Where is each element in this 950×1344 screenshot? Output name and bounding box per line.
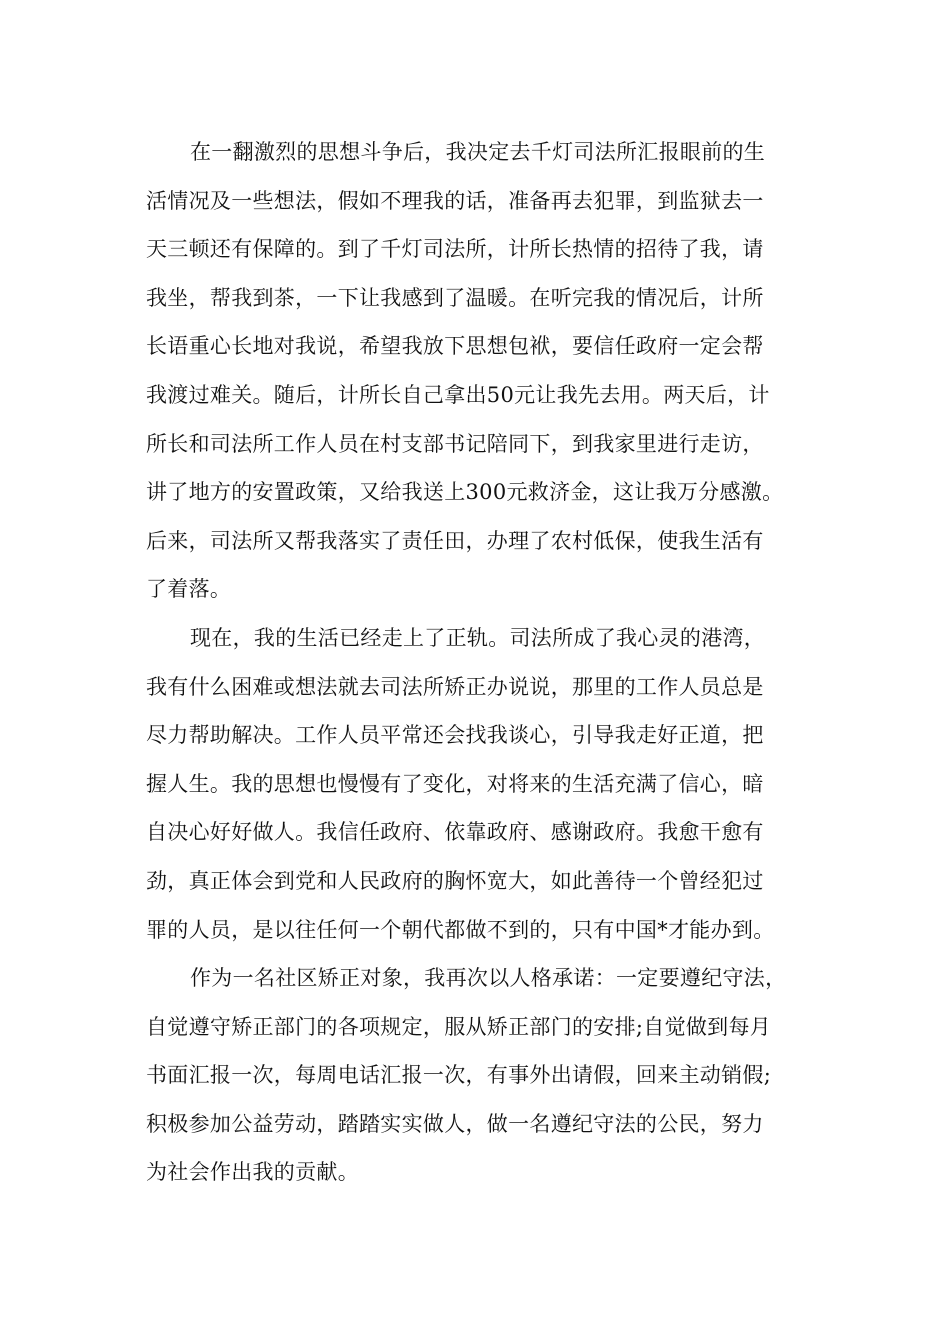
- paragraph-line: 我坐，帮我到茶，一下让我感到了温暖。在听完我的情况后，计所: [146, 285, 764, 310]
- paragraph-line: 握人生。我的思想也慢慢有了变化，对将来的生活充满了信心，暗: [146, 771, 764, 796]
- paragraph-line: 天三顿还有保障的。到了千灯司法所，计所长热情的招待了我，请: [146, 237, 764, 262]
- paragraph-line: 我渡过难关。随后，计所长自己拿出50元让我先去用。两天后，计: [146, 382, 770, 407]
- paragraph-line: 自决心好好做人。我信任政府、依靠政府、感谢政府。我愈干愈有: [146, 820, 764, 845]
- paragraph-line: 劲，真正体会到党和人民政府的胸怀宽大，如此善待一个曾经犯过: [146, 868, 764, 893]
- paragraph-line: 长语重心长地对我说，希望我放下思想包袱，要信任政府一定会帮: [146, 334, 764, 359]
- paragraph-line: 我有什么困难或想法就去司法所矫正办说说，那里的工作人员总是: [146, 674, 764, 699]
- paragraph-line: 了着落。: [146, 577, 232, 602]
- paragraph-line: 讲了地方的安置政策，又给我送上300元救济金，这让我万分感激。: [146, 480, 784, 505]
- paragraph-line: 为社会作出我的贡献。: [146, 1160, 359, 1185]
- paragraph-line: 积极参加公益劳动，踏踏实实做人，做一名遵纪守法的公民，努力: [146, 1111, 764, 1136]
- paragraph-1: [146, 128, 826, 614]
- paragraph-2: [146, 614, 826, 954]
- paragraph-line: 在一翻激烈的思想斗争后，我决定去千灯司法所汇报眼前的生: [190, 140, 766, 164]
- paragraph-line: 后来，司法所又帮我落实了责任田，办理了农村低保，使我生活有: [146, 528, 764, 553]
- document-body: [146, 128, 826, 1197]
- paragraph-3: [146, 954, 826, 1197]
- paragraph-line: 现在，我的生活已经走上了正轨。司法所成了我心灵的港湾，: [190, 625, 766, 650]
- paragraph-line: 活情况及一些想法，假如不理我的话，准备再去犯罪，到监狱去一: [146, 188, 764, 213]
- paragraph-line: 尽力帮助解决。工作人员平常还会找我谈心，引导我走好正道，把: [146, 723, 764, 748]
- paragraph-line: 书面汇报一次，每周电话汇报一次，有事外出请假，回来主动销假;: [146, 1063, 772, 1088]
- paragraph-line: 所长和司法所工作人员在村支部书记陪同下，到我家里进行走访，: [146, 431, 764, 456]
- paragraph-line: 罪的人员，是以往任何一个朝代都做不到的，只有中国*才能办到。: [146, 917, 775, 942]
- paragraph-line: 作为一名社区矫正对象，我再次以人格承诺：一定要遵纪守法，: [190, 966, 787, 991]
- paragraph-line: 自觉遵守矫正部门的各项规定，服从矫正部门的安排;自觉做到每月: [146, 1014, 772, 1039]
